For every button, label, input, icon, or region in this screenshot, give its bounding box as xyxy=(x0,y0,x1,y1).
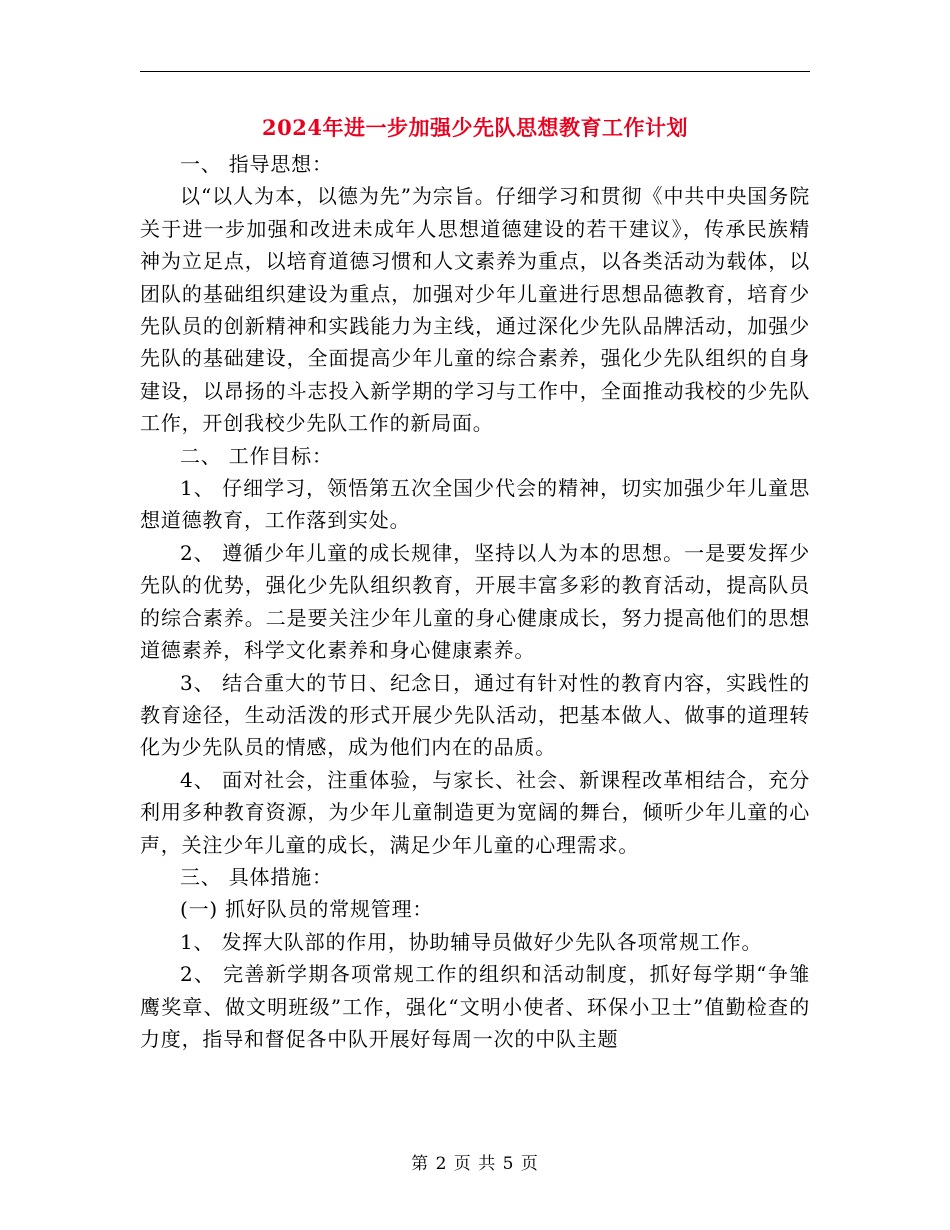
section-heading-guiding-ideology: 一、 指导思想： xyxy=(180,152,333,176)
measure-item-1: 1、 发挥大队部的作用，协助辅导员做好少先队各项常规工作。 xyxy=(180,929,763,954)
goal-item-3: 3、 结合重大的节日、纪念日，通过有针对性的教育内容，实践性的教育途径，生动活泼的形式开展少先队活动，把基本做人、做事的道理转化为少先队员的情感，成为他们内在的品质。 xyxy=(140,670,810,760)
subsection-heading-routine-management: (一) 抓好队员的常规管理： xyxy=(180,897,434,922)
section-heading-work-goals: 二、 工作目标： xyxy=(180,443,333,468)
goal-item-2: 2、 遵循少年儿童的成长规律，坚持以人为本的思想。一是要发挥少先队的优势，强化少先队组织教育，开展丰富多彩的教育活动，提高队员的综合素养。二是要关注少年儿童的身心健康成长，努力提高他们的思想道德素养，科学文化素养和身心健康素养。 xyxy=(140,540,810,663)
goal-item-1: 1、 仔细学习，领悟第五次全国少代会的精神，切实加强少年儿童思想道德教育，工作落到实处。 xyxy=(140,476,810,533)
document-title: 2024年进一步加强少先队思想教育工作计划 xyxy=(262,115,688,140)
section-heading-measures: 三、 具体措施： xyxy=(180,864,333,889)
document-body xyxy=(140,148,810,1055)
measure-item-2: 2、 完善新学期各项常规工作的组织和活动制度，抓好每学期“争雏鹰奖章、做文明班级”工作，强化“文明小使者、环保小卫士”值勤检查的力度，指导和督促各中队开展好每周一次的中队主题 xyxy=(140,962,810,1051)
goal-item-4: 4、 面对社会，注重体验，与家长、社会、新课程改革相结合，充分利用多种教育资源，为少年儿童制造更为宽阔的舞台，倾听少年儿童的心声，关注少年儿童的成长，满足少年儿童的心理需求。 xyxy=(140,767,810,857)
header-rule xyxy=(140,71,810,72)
paragraph-guiding-ideology: 以“以人为本，以德为先”为宗旨。仔细学习和贯彻《中共中央国务院关于进一步加强和改进未成年人思想道德建设的若干建议》，传承民族精神为立足点，以培育道德习惯和人文素养为重点，以各类活动为载体，以团队的基础组织建设为重点，加强对少年儿童进行思想品德教育，培育少先队员的创新精神和实践能力为主线，通过深化少先队品牌活动，加强少先队的基础建设，全面提高少年儿童的综合素养，强化少先队组织的自身建设，以昂扬的斗志投入新学期的学习与工作中，全面推动我校的少先队工作，开创我校少先队工作的新局面。 xyxy=(140,184,810,436)
page-number-footer: 第 2 页 共 5 页 xyxy=(411,1154,539,1174)
